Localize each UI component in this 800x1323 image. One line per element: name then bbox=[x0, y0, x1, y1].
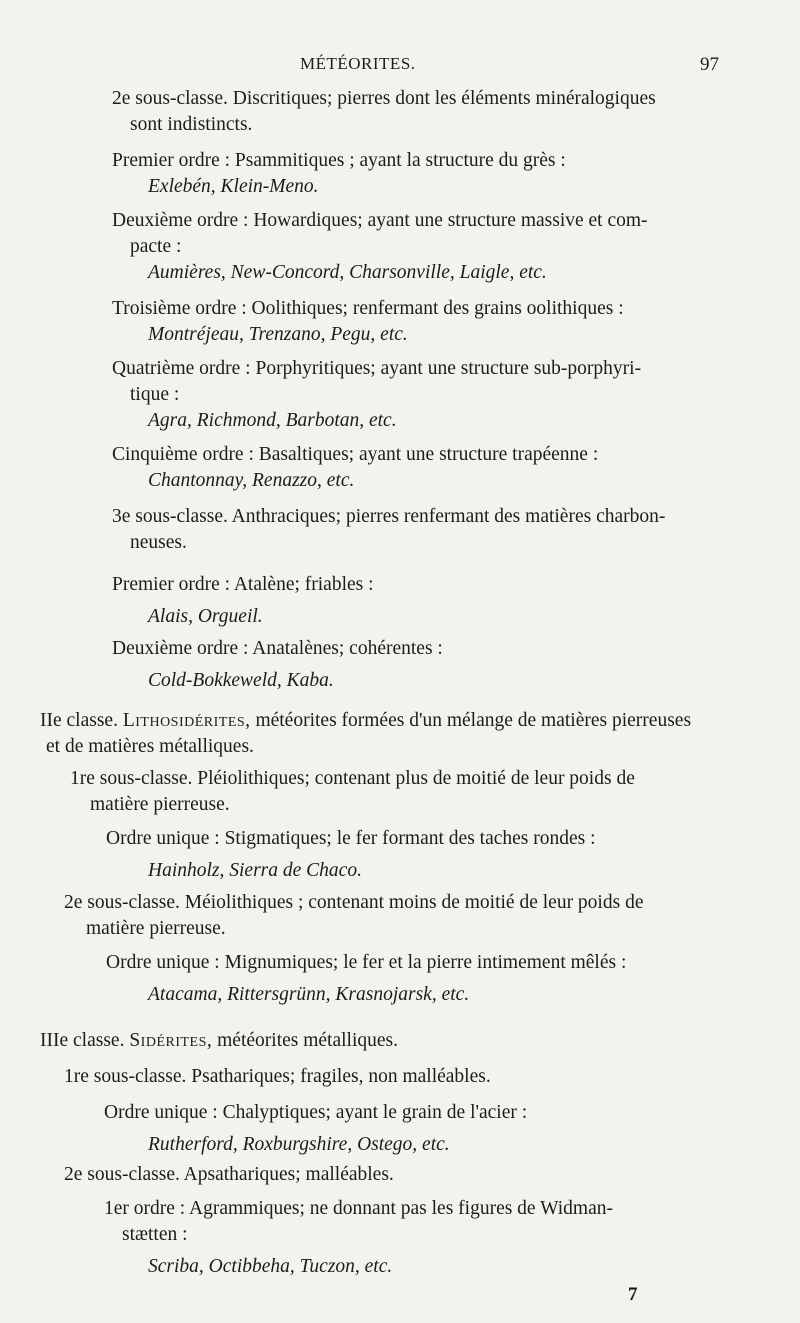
text-line: Premier ordre : Atalène; friables : bbox=[112, 574, 374, 595]
locality-list: Chantonnay, Renazzo, etc. bbox=[148, 470, 355, 491]
text-line: 2e sous-classe. Apsathariques; malléables. bbox=[64, 1164, 394, 1185]
text-line: matière pierreuse. bbox=[90, 794, 230, 815]
text-line: Cinquième ordre : Basaltiques; ayant une structure trapéenne : bbox=[112, 444, 599, 465]
locality-list: Scriba, Octibbeha, Tuczon, etc. bbox=[148, 1256, 393, 1277]
text-line: Deuxième ordre : Howardiques; ayant une structure massive et com- bbox=[112, 210, 648, 231]
text-line: 2e sous-classe. Méiolithiques ; contenant moins de moitié de leur poids de bbox=[64, 892, 644, 913]
text-line: Quatrième ordre : Porphyritiques; ayant une structure sub-porphyri- bbox=[112, 358, 642, 379]
class-name: Sidérites, bbox=[129, 1030, 213, 1051]
text-line: Ordre unique : Stigmatiques; le fer formant des taches rondes : bbox=[106, 828, 596, 849]
text-line: Troisième ordre : Oolithiques; renfermant des grains oolithiques : bbox=[112, 298, 624, 319]
class-description: météorites métalliques. bbox=[217, 1030, 399, 1051]
class-description: météorites formées d'un mélange de matières pierreuses bbox=[255, 710, 692, 731]
running-title: MÉTÉORITES. bbox=[300, 54, 416, 73]
text-line: pacte : bbox=[130, 236, 182, 257]
page-number: 97 bbox=[700, 54, 719, 75]
running-head bbox=[0, 54, 800, 80]
locality-list: Exlebén, Klein-Meno. bbox=[148, 176, 319, 197]
text-line: 1re sous-classe. Pléiolithiques; contenant plus de moitié de leur poids de bbox=[70, 768, 635, 789]
text-line: matière pierreuse. bbox=[86, 918, 226, 939]
locality-list: Cold-Bokkeweld, Kaba. bbox=[148, 670, 334, 691]
class-name: Lithosidérites, bbox=[122, 710, 251, 731]
text-line: 1re sous-classe. Psathariques; fragiles, non malléables. bbox=[64, 1066, 491, 1087]
text-line: Premier ordre : Psammitiques ; ayant la structure du grès : bbox=[112, 150, 566, 171]
signature-mark: 7 bbox=[628, 1284, 638, 1305]
text-line: neuses. bbox=[130, 532, 187, 553]
text-line: Ordre unique : Chalyptiques; ayant le grain de l'acier : bbox=[104, 1102, 528, 1123]
locality-list: Agra, Richmond, Barbotan, etc. bbox=[148, 410, 397, 431]
locality-list: Montréjeau, Trenzano, Pegu, etc. bbox=[148, 324, 408, 345]
class-number: IIe classe. bbox=[40, 710, 118, 731]
locality-list: Rutherford, Roxburgshire, Ostego, etc. bbox=[148, 1134, 450, 1155]
text-line: et de matières métalliques. bbox=[46, 736, 254, 757]
class-heading bbox=[40, 708, 691, 734]
text-line: 2e sous-classe. Discritiques; pierres dont les éléments minéralogiques bbox=[112, 88, 656, 109]
text-line: 1er ordre : Agrammiques; ne donnant pas les figures de Widman- bbox=[104, 1198, 613, 1219]
text-line: sont indistincts. bbox=[130, 114, 253, 135]
locality-list: Atacama, Rittersgrünn, Krasnojarsk, etc. bbox=[148, 984, 470, 1005]
locality-list: Alais, Orgueil. bbox=[148, 606, 263, 627]
locality-list: Aumières, New-Concord, Charsonville, Laigle, etc. bbox=[148, 262, 547, 283]
text-line: stætten : bbox=[122, 1224, 188, 1245]
text-line: Deuxième ordre : Anatalènes; cohérentes : bbox=[112, 638, 443, 659]
locality-list: Hainholz, Sierra de Chaco. bbox=[148, 860, 362, 881]
text-line: 3e sous-classe. Anthraciques; pierres renfermant des matières charbon- bbox=[112, 506, 666, 527]
text-line: Ordre unique : Mignumiques; le fer et la pierre intimement mêlés : bbox=[106, 952, 627, 973]
class-number: IIIe classe. bbox=[40, 1030, 125, 1051]
text-line: tique : bbox=[130, 384, 180, 405]
class-heading bbox=[40, 1028, 398, 1054]
